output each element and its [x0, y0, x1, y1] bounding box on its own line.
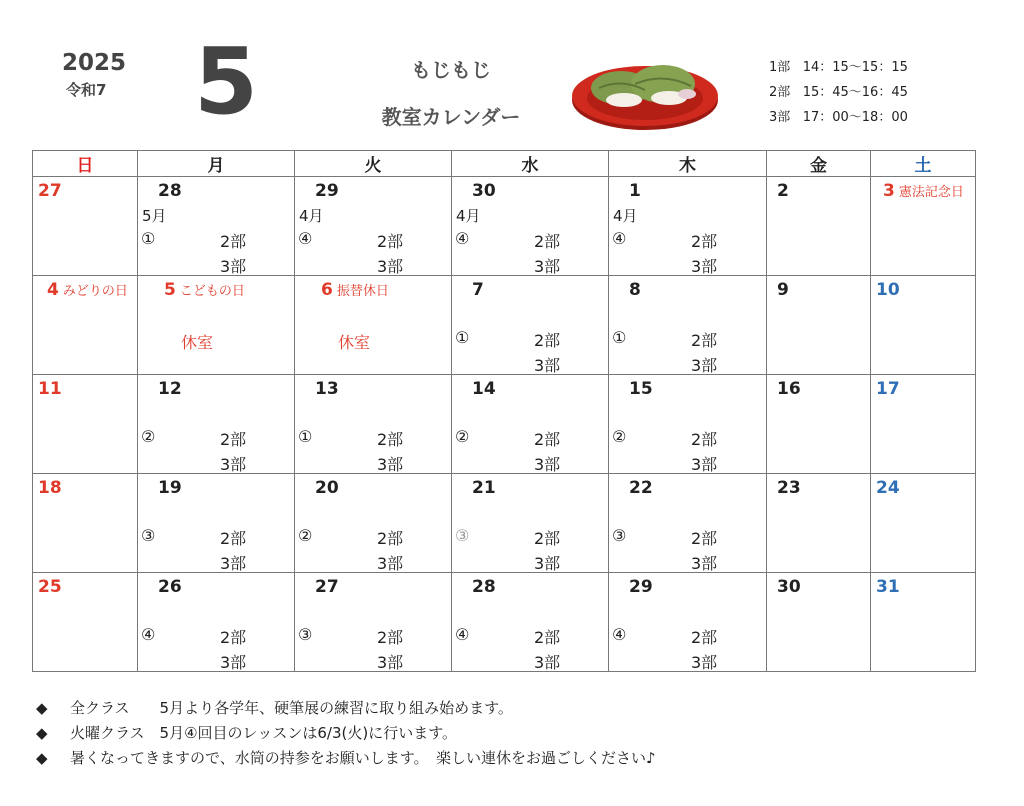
day-cell [609, 474, 767, 573]
day-number: 22 [629, 478, 653, 498]
day-cell [33, 276, 138, 375]
day-number: 25 [38, 577, 62, 597]
part-2-label: 2部 [534, 628, 561, 647]
day-number: 14 [472, 379, 496, 399]
note-text: 暑くなってきますので、水筒の持参をお願いします。 楽しい連休をお過ごしください♪ [70, 749, 656, 767]
part-3-label: 3部 [691, 554, 718, 573]
weekday-header [33, 151, 976, 177]
lesson-number: ① [455, 328, 470, 347]
part-3-label: 3部 [220, 455, 247, 474]
part-3-label: 3部 [534, 455, 561, 474]
day-number: 31 [876, 577, 900, 597]
part-3-label: 3部 [534, 653, 561, 672]
day-cell [33, 177, 138, 276]
day-number: 4 [47, 280, 59, 300]
day-cell [767, 573, 871, 672]
day-cell [767, 276, 871, 375]
day-cell [295, 375, 452, 474]
lesson-number: ② [298, 526, 313, 545]
closed-label: 休室 [338, 333, 371, 352]
part-2-label: 2部 [534, 232, 561, 251]
day-number: 29 [629, 577, 653, 597]
day-cell [138, 573, 295, 672]
schedule-row-1: 1部 14：15〜15：15 [769, 60, 908, 75]
holiday-name: 振替休日 [336, 284, 389, 299]
weekday-sun: 日 [33, 151, 138, 177]
lesson-number: ④ [141, 625, 156, 644]
day-number: 28 [158, 181, 182, 201]
day-cell [609, 375, 767, 474]
part-2-label: 2部 [220, 232, 247, 251]
week-row [33, 474, 976, 573]
day-cell [295, 177, 452, 276]
part-2-label: 2部 [377, 232, 404, 251]
day-number: 9 [777, 280, 789, 300]
part-3-label: 3部 [220, 554, 247, 573]
day-number: 28 [472, 577, 496, 597]
day-number: 11 [38, 379, 62, 399]
weekday-thu: 木 [609, 151, 767, 177]
holiday-name: こどもの日 [179, 284, 245, 299]
day-number: 5 [164, 280, 176, 300]
day-cell [452, 177, 609, 276]
part-2-label: 2部 [691, 232, 718, 251]
day-cell [871, 573, 976, 672]
lesson-number: ① [612, 328, 627, 347]
part-2-label: 2部 [534, 430, 561, 449]
day-number: 27 [38, 181, 62, 201]
part-3-label: 3部 [691, 356, 718, 375]
lesson-number: ③ [298, 625, 313, 644]
title-line-2: 教室カレンダー [381, 105, 521, 129]
day-cell [138, 474, 295, 573]
day-cell [138, 276, 295, 375]
day-number: 7 [472, 280, 484, 300]
day-cell [609, 573, 767, 672]
lesson-number: ② [455, 427, 470, 446]
day-number: 19 [158, 478, 182, 498]
week-row [33, 573, 976, 672]
note-item [36, 722, 656, 747]
part-3-label: 3部 [534, 554, 561, 573]
day-cell [767, 177, 871, 276]
diamond-bullet-icon: ◆ [36, 724, 48, 742]
weekday-fri: 金 [767, 151, 871, 177]
part-3-label: 3部 [534, 356, 561, 375]
day-cell [871, 375, 976, 474]
day-number: 3 [883, 181, 895, 201]
day-number: 6 [321, 280, 333, 300]
note-text: 火曜クラス 5月④回目のレッスンは6/3(火)に行います。 [70, 724, 458, 742]
lesson-number: ④ [455, 625, 470, 644]
day-cell [452, 474, 609, 573]
title-line-1: もじもじ [411, 58, 491, 82]
day-cell [138, 375, 295, 474]
lesson-number: ② [612, 427, 627, 446]
reference-month: 4月 [299, 207, 324, 225]
lesson-number: ④ [455, 229, 470, 248]
day-number: 24 [876, 478, 900, 498]
day-cell [452, 573, 609, 672]
day-number: 30 [472, 181, 496, 201]
day-number: 8 [629, 280, 641, 300]
holiday-day [47, 280, 128, 300]
day-number: 29 [315, 181, 339, 201]
lesson-number: ③ [141, 526, 156, 545]
part-2-label: 2部 [534, 529, 561, 548]
day-number: 10 [876, 280, 900, 300]
part-2-label: 2部 [220, 628, 247, 647]
day-number: 30 [777, 577, 801, 597]
weekday-tue: 火 [295, 151, 452, 177]
schedule-row-2: 2部 15：45〜16：45 [769, 85, 908, 100]
lesson-number: ④ [298, 229, 313, 248]
day-number: 16 [777, 379, 801, 399]
reference-month: 4月 [613, 207, 638, 225]
holiday-day [321, 280, 389, 300]
notes-section [36, 697, 656, 772]
lesson-number: ③ [455, 526, 470, 545]
day-cell [33, 474, 138, 573]
schedule-row-3: 3部 17：00〜18：00 [769, 110, 908, 125]
part-2-label: 2部 [220, 430, 247, 449]
part-3-label: 3部 [377, 455, 404, 474]
day-cell [295, 276, 452, 375]
day-number: 26 [158, 577, 182, 597]
part-3-label: 3部 [534, 257, 561, 276]
part-3-label: 3部 [377, 554, 404, 573]
holiday-name: 憲法記念日 [898, 185, 964, 200]
holiday-day [883, 181, 964, 201]
week-row [33, 375, 976, 474]
part-3-label: 3部 [691, 257, 718, 276]
day-cell [609, 177, 767, 276]
day-cell [767, 375, 871, 474]
day-cell [33, 375, 138, 474]
part-2-label: 2部 [691, 628, 718, 647]
day-number: 13 [315, 379, 339, 399]
day-cell [452, 276, 609, 375]
part-3-label: 3部 [691, 653, 718, 672]
part-2-label: 2部 [377, 529, 404, 548]
day-number: 21 [472, 478, 496, 498]
lesson-number: ① [298, 427, 313, 446]
weekday-wed: 水 [452, 151, 609, 177]
day-cell [871, 177, 976, 276]
part-2-label: 2部 [691, 331, 718, 350]
day-number: 23 [777, 478, 801, 498]
week-row [33, 276, 976, 375]
lesson-number: ④ [612, 625, 627, 644]
day-cell [767, 474, 871, 573]
lesson-number: ② [141, 427, 156, 446]
part-2-label: 2部 [220, 529, 247, 548]
day-number: 12 [158, 379, 182, 399]
calendar-grid [32, 150, 976, 672]
holiday-name: みどりの日 [62, 284, 128, 299]
day-cell [138, 177, 295, 276]
day-number: 15 [629, 379, 653, 399]
day-cell [609, 276, 767, 375]
sakura-mochi-plate-icon [569, 54, 721, 136]
part-3-label: 3部 [220, 257, 247, 276]
day-number: 18 [38, 478, 62, 498]
year: 2025 [62, 50, 127, 76]
part-2-label: 2部 [377, 430, 404, 449]
part-2-label: 2部 [691, 430, 718, 449]
weekday-mon: 月 [138, 151, 295, 177]
diamond-bullet-icon: ◆ [36, 699, 48, 717]
day-number: 17 [876, 379, 900, 399]
day-cell [295, 573, 452, 672]
day-number: 2 [777, 181, 789, 201]
reference-month: 5月 [142, 207, 167, 225]
part-2-label: 2部 [377, 628, 404, 647]
part-3-label: 3部 [377, 257, 404, 276]
era: 令和7 [66, 81, 107, 99]
day-cell [871, 474, 976, 573]
day-number: 20 [315, 478, 339, 498]
note-item [36, 747, 656, 772]
lesson-number: ③ [612, 526, 627, 545]
day-cell [871, 276, 976, 375]
part-3-label: 3部 [377, 653, 404, 672]
day-number: 27 [315, 577, 339, 597]
day-cell [295, 474, 452, 573]
part-3-label: 3部 [691, 455, 718, 474]
lesson-number: ④ [612, 229, 627, 248]
weekday-sat: 土 [871, 151, 976, 177]
part-3-label: 3部 [220, 653, 247, 672]
part-2-label: 2部 [534, 331, 561, 350]
reference-month: 4月 [456, 207, 481, 225]
note-item [36, 697, 656, 722]
closed-label: 休室 [181, 333, 214, 352]
note-text: 全クラス 5月より各学年、硬筆展の練習に取り組み始めます。 [70, 699, 513, 717]
part-2-label: 2部 [691, 529, 718, 548]
day-cell [452, 375, 609, 474]
diamond-bullet-icon: ◆ [36, 749, 48, 767]
day-number: 1 [629, 181, 641, 201]
week-row [33, 177, 976, 276]
day-cell [33, 573, 138, 672]
lesson-number: ① [141, 229, 156, 248]
holiday-day [164, 280, 245, 300]
month-number: 5 [194, 28, 259, 135]
